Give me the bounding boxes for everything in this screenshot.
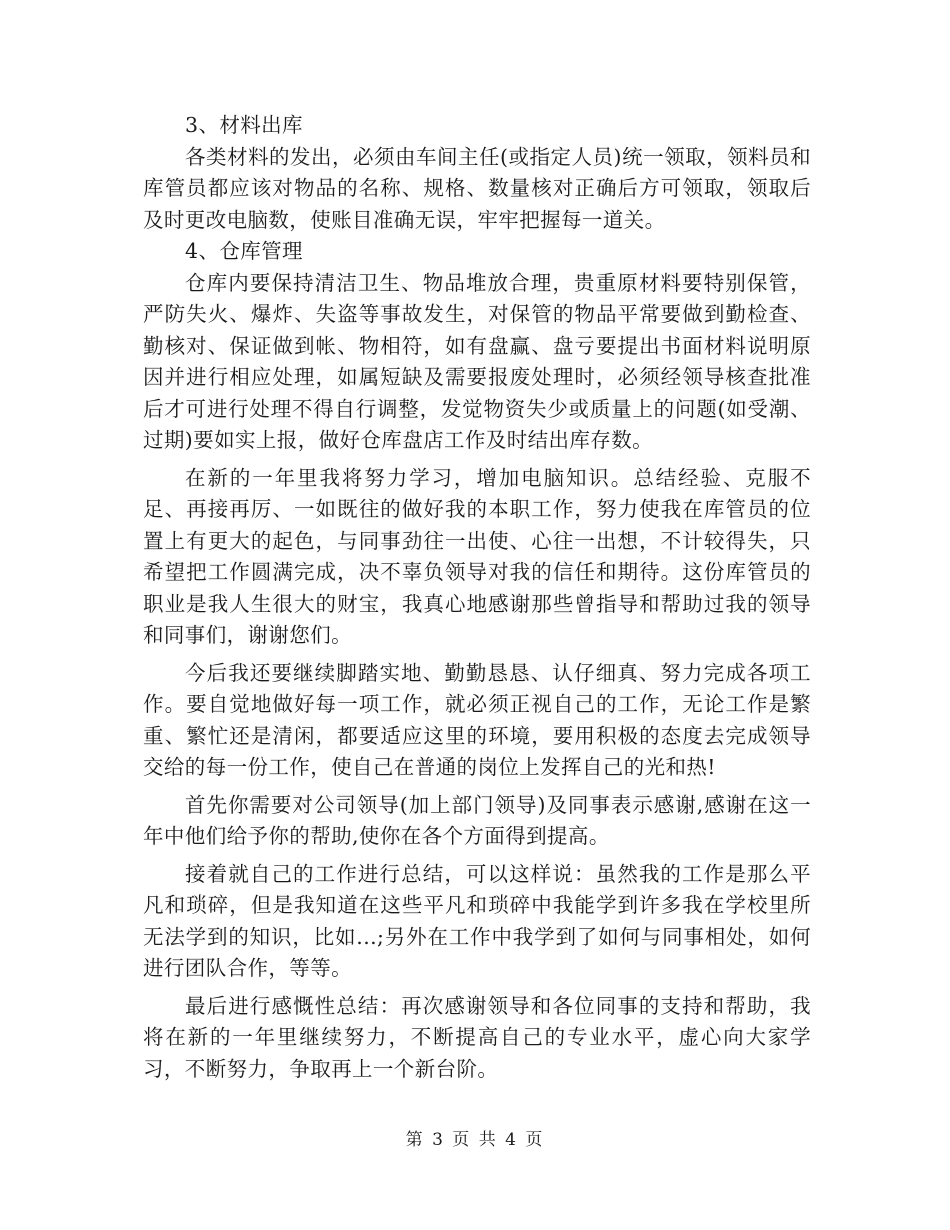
paragraph-new-year: 在新的一年里我将努力学习，增加电脑知识。总结经验、克服不足、再接再厉、一如既往的做好我的本职工作，努力使我在库管员的位置上有更大的起色，与同事劲往一出使、心往一出想，不计较得失，只希望把工作圆满完成，决不辜负领导对我的信任和期待。这份库管员的职业是我人生很大的财宝，我真心地感谢那些曾指导和帮助过我的领导和同事们，谢谢您们。 [143, 465, 811, 647]
paragraph-future: 今后我还要继续脚踏实地、勤勤恳恳、认仔细真、努力完成各项工作。要自觉地做好每一项工作，就必须正视自己的工作，无论工作是繁重、繁忙还是清闲，都要适应这里的环境，要用积极的态度去完成领导交给的每一份工作，使自己在普通的岗位上发挥自己的光和热! [143, 660, 811, 779]
page-number-footer: 第 3 页 共 4 页 [405, 1130, 545, 1150]
section-3-body: 各类材料的发出，必须由车间主任(或指定人员)统一领取，领料员和库管员都应该对物品的名称、规格、数量核对正确后方可领取，领取后及时更改电脑数，使账目准确无误，牢牢把握每一道关。 [143, 144, 811, 232]
paragraph-closing: 最后进行感慨性总结：再次感谢领导和各位同事的支持和帮助，我将在新的一年里继续努力，不断提高自己的专业水平，虚心向大家学习，不断努力，争取再上一个新台阶。 [143, 993, 811, 1081]
section-3-heading: 3、材料出库 [185, 113, 303, 137]
section-4-body: 仓库内要保持清洁卫生、物品堆放合理，贵重原材料要特别保管，严防失火、爆炸、失盗等事故发生，对保管的物品平常要做到勤检查、勤核对、保证做到帐、物相符，如有盘赢、盘亏要提出书面材料说明原因并进行相应处理，如属短缺及需要报废处理时，必须经领导核查批准后才可进行处理不得自行调整，发觉物资失少或质量上的问题(如受潮、过期)要如实上报，做好仓库盘店工作及时结出库存数。 [143, 270, 811, 452]
paragraph-summary: 接着就自己的工作进行总结，可以这样说：虽然我的工作是那么平凡和琐碎，但是我知道在这些平凡和琐碎中我能学到许多我在学校里所无法学到的知识，比如...;另外在工作中我学到了如何与同事相处，如何进行团队合作，等等。 [143, 861, 811, 980]
paragraph-thanks: 首先你需要对公司领导(加上部门领导)及同事表示感谢,感谢在这一年中他们给予你的帮助,使你在各个方面得到提高。 [143, 792, 811, 848]
document-body [143, 110, 811, 1085]
section-4-heading: 4、仓库管理 [185, 239, 303, 263]
